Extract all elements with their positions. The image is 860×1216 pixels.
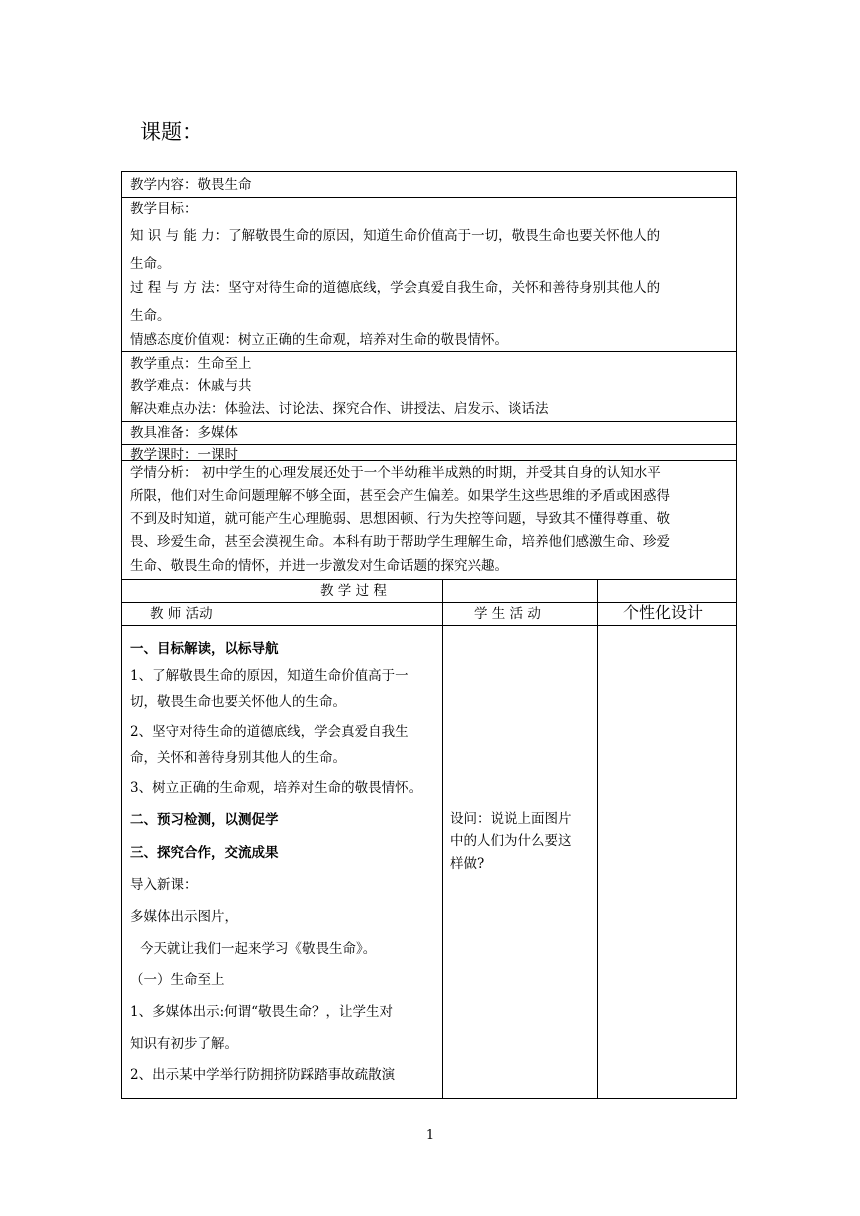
objective-process-cont: 生命。 — [130, 308, 171, 324]
difficulty: 教学难点：休戚与共 — [130, 378, 252, 394]
teaching-hours: 教学课时：一课时 — [130, 447, 238, 463]
analysis-line: 学情分析： 初中学生的心理发展还处于一个半幼稚半成熟的时期，并受其自身的认知水平 — [130, 465, 661, 481]
objective-process: 过 程 与 方 法：坚守对待生命的道德底线，学会真爱自我生命，关怀和善待身别其他人的 — [130, 280, 661, 296]
solution-method: 解决难点办法：体验法、讨论法、探究合作、讲授法、启发示、谈话法 — [130, 401, 549, 417]
point-1: 1、多媒体出示:何谓“敬畏生命？，让学生对 — [130, 1004, 394, 1020]
student-question: 设问：说说上面图片 — [450, 811, 572, 827]
section-2-title: 二、预习检测，以测促学 — [130, 812, 279, 828]
row-divider — [122, 421, 736, 422]
lesson-plan-table — [121, 171, 737, 1099]
today-lesson: 今天就让我们一起来学习《敬畏生命》。 — [140, 941, 377, 957]
section-3-title: 三、探究合作，交流成果 — [130, 845, 279, 861]
analysis-line: 不到及时知道，就可能产生心理脆弱、思想困顿、行为失控等问题，导致其不懂得尊重、敬 — [130, 511, 670, 527]
analysis-line: 生命、敬畏生命的情怀，并进一步激发对生命话题的探究兴趣。 — [130, 558, 508, 574]
goal-2-cont: 命，关怀和善待身别其他人的生命。 — [130, 750, 346, 766]
section-1-title: 一、目标解读，以标导航 — [130, 641, 279, 657]
objective-knowledge-cont: 生命。 — [130, 256, 171, 272]
col-teacher-activity: 教 师 活动 — [150, 606, 213, 622]
teaching-content: 教学内容：敬畏生命 — [130, 177, 252, 193]
subsection-1: （一）生命至上 — [130, 972, 225, 988]
col-student-activity: 学 生 活 动 — [474, 606, 541, 622]
goal-3: 3、树立正确的生命观，培养对生命的敬畏情怀。 — [130, 780, 423, 796]
analysis-line: 所限，他们对生命问题理解不够全面，甚至会产生偏差。如果学生这些思维的矛盾或困惑得 — [130, 488, 670, 504]
show-images: 多媒体出示图片， — [130, 909, 238, 925]
student-question-cont: 中的人们为什么要这 — [450, 833, 572, 849]
page-number: 1 — [425, 1128, 435, 1143]
col-personalized-design: 个性化设计 — [623, 603, 704, 622]
analysis-line: 畏、珍爱生命，甚至会漠视生命。本科有助于帮助学生理解生命，培养他们感激生命、珍爱 — [130, 534, 670, 550]
objective-knowledge: 知 识 与 能 力：了解敬畏生命的原因，知道生命价值高于一切，敬畏生命也要关怀他人的 — [130, 228, 661, 244]
student-question-end: 样做? — [450, 856, 485, 872]
row-divider — [122, 625, 736, 626]
process-heading: 教 学 过 程 — [320, 583, 387, 599]
point-2: 2、出示某中学举行防拥挤防踩踏事故疏散演 — [130, 1067, 396, 1083]
row-divider — [122, 197, 736, 198]
row-divider — [122, 351, 736, 352]
page-title: 课题： — [140, 120, 203, 144]
column-divider — [597, 579, 598, 1099]
goal-2: 2、坚守对待生命的道德底线，学会真爱自我生 — [130, 724, 409, 740]
goal-1-cont: 切，敬畏生命也要关怀他人的生命。 — [130, 694, 346, 710]
teaching-tools: 教具准备：多媒体 — [130, 425, 238, 441]
point-1-cont: 知识有初步了解。 — [130, 1036, 238, 1052]
row-divider — [122, 579, 736, 580]
objectives-label: 教学目标： — [130, 201, 198, 217]
key-point: 教学重点：生命至上 — [130, 356, 252, 372]
goal-1: 1、了解敬畏生命的原因，知道生命价值高于一 — [130, 668, 409, 684]
column-divider — [442, 579, 443, 1099]
objective-emotion: 情感态度价值观：树立正确的生命观，培养对生命的敬畏情怀。 — [130, 332, 508, 348]
intro-label: 导入新课： — [130, 877, 198, 893]
